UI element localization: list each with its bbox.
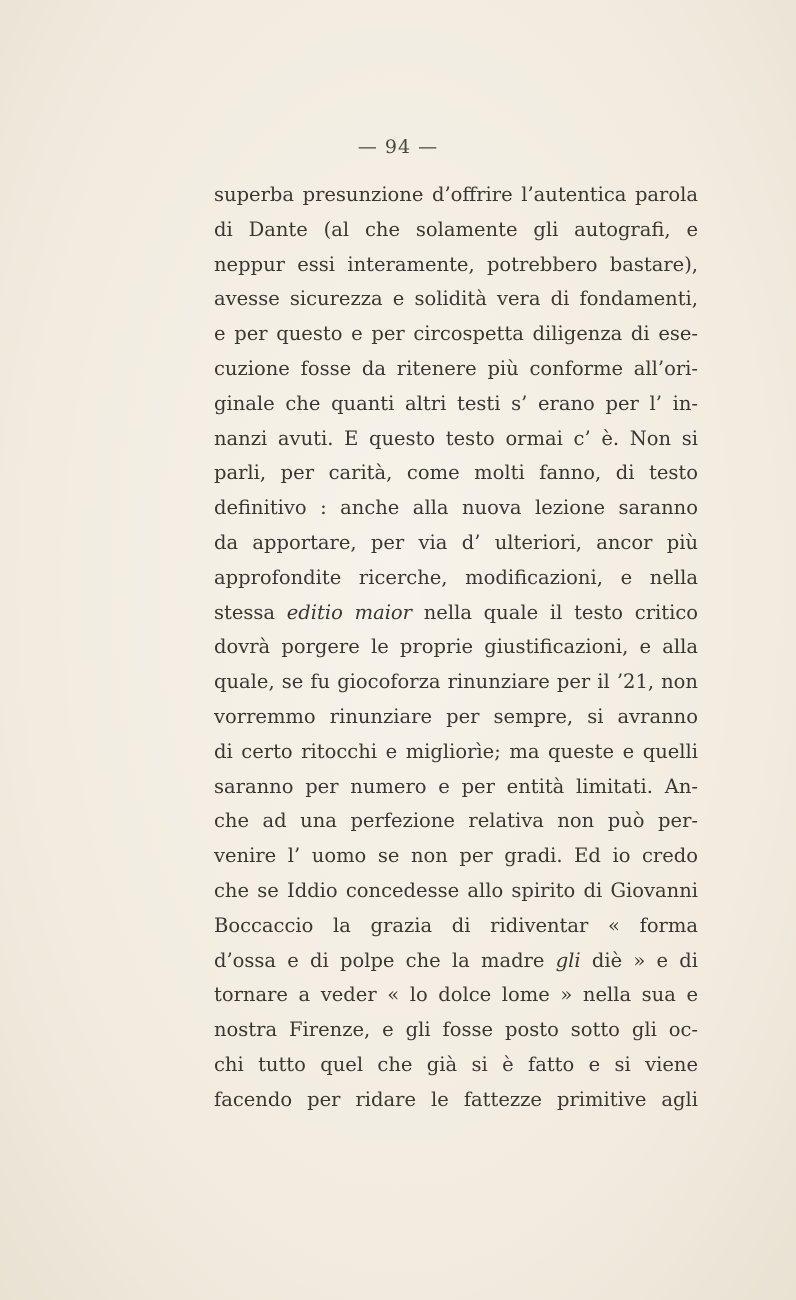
text-line: superba presunzione d’offrire l’autentica parola [214,183,698,206]
text-line: definitivo : anche alla nuova lezione saranno [214,496,698,520]
text-line: di certo ritocchi e migliorìe; ma queste e quelli [214,739,698,763]
text-line: parli, per carità, come molti fanno, di testo [214,461,698,485]
text-line-with-italic [214,944,698,979]
page-number: — 94 — [357,136,439,158]
text-segment: d’ossa e di polpe che la madre [214,948,556,972]
text-line: facendo per ridare le fattezze primitive agli [214,1087,698,1111]
text-line-with-italic [214,596,698,631]
text-line: tornare a veder « lo dolce lome » nella sua e [214,983,698,1007]
text-line: cuzione fosse da ritenere più conforme all’ori- [214,356,698,380]
text-line: da apportare, per via d’ ulteriori, ancor più [214,530,698,554]
text-line: vorremmo rinunziare per sempre, si avranno [214,704,698,728]
text-line: chi tutto quel che già si è fatto e si viene [214,1052,698,1076]
italic-segment: editio maior [286,600,412,624]
text-line: nostra Firenze, e gli fosse posto sotto gli oc- [214,1018,698,1042]
body-text [214,178,698,1118]
text-line: e per questo e per circospetta diligenza di ese- [214,322,698,346]
text-line: nanzi avuti. E questo testo ormai c’ è. Non si [214,426,698,450]
text-segment: nella quale il testo critico [412,600,698,624]
text-segment: diè » e di [580,948,698,972]
italic-segment: gli [555,948,581,972]
text-line: quale, se fu giocoforza rinunziare per il ’21, non [214,670,698,694]
text-line: saranno per numero e per entità limitati. An- [214,774,698,798]
text-line: avesse sicurezza e solidità vera di fondamenti, [214,287,698,311]
text-line: ginale che quanti altri testi s’ erano per l’ in- [214,391,698,415]
text-line: che se Iddio concedesse allo spirito di Giovanni [214,878,698,902]
text-line: che ad una perfezione relativa non può per- [214,809,698,833]
text-line: Boccaccio la grazia di ridiventar « forma [214,913,698,937]
text-line: neppur essi interamente, potrebbero bastare), [214,252,698,276]
text-segment: stessa [214,600,287,624]
text-line: dovrà porgere le proprie giustificazioni, e alla [214,635,698,659]
text-line: venire l’ uomo se non per gradi. Ed io credo [214,844,698,868]
text-line: di Dante (al che solamente gli autografi, e [214,217,698,241]
text-line: approfondite ricerche, modificazioni, e nella [214,565,698,589]
